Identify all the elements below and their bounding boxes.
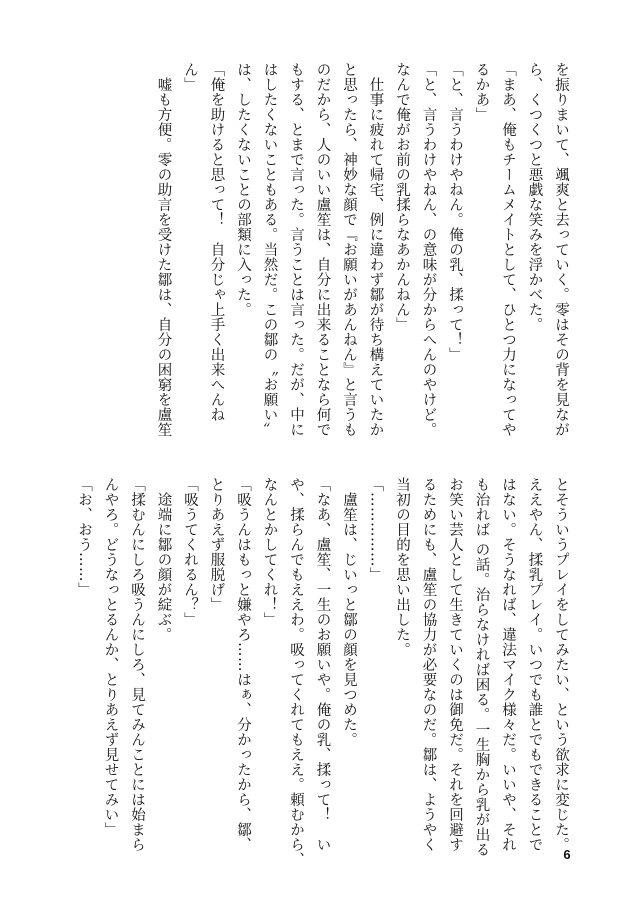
- text-line: や、揉らんでもええわ。吸ってくれてもええ。頼むから、: [288, 477, 304, 867]
- text-line: は、したくないことの部類に入った。: [235, 62, 251, 317]
- text-line: 「お、おう……」: [76, 477, 92, 597]
- text-line: 「吸うてくれるん？」: [182, 477, 198, 627]
- text-line: もする、とまで言った。言うことは言った。だが、中に: [288, 62, 304, 437]
- text-line: ら、くつくつと悪戯な笑みを浮かべた。: [526, 62, 543, 332]
- text-block-top: [134, 62, 574, 437]
- text-line: はない。そうなれば、違法マイク様々だ。いいや、それ: [500, 477, 516, 852]
- text-line: るかあ」: [473, 62, 490, 122]
- text-line: のだから、人のいい盧笙は、自分に出来ることなら何で: [314, 62, 331, 437]
- text-line: 「……………」: [367, 477, 384, 582]
- text-line: ん」: [182, 62, 198, 92]
- text-line: 仕事に疲れて帰宅、例に違わず鄒が待ち構えていたか: [367, 62, 384, 437]
- text-line: 当初の目的を思い出した。: [394, 477, 410, 657]
- text-line: なんで俺がお前の乳揉らなあかんねん」: [394, 62, 410, 332]
- text-line: 「俺を助けると思って！ 自分じゃ上手く出来へんね: [208, 62, 225, 422]
- text-line: 「なあ、盧笙、一生のお願いや。俺の乳、揉って！ い: [314, 477, 331, 852]
- text-line: を振りまいて、颯爽と去っていく。零はその背を見なが: [553, 62, 569, 437]
- text-line: も治れば の話。治らなければ困る。一生胸から乳が出る: [473, 477, 490, 858]
- text-line: ええやん、揉乳プレイ。いつでも誰とでもできることで: [526, 477, 543, 852]
- text-line: お笑い芸人として生きていくのは御免だ。それを回避す: [447, 477, 463, 852]
- text-line: 「揉むんにしろ吸うんにしろ、見てみんことには始まら: [129, 477, 145, 852]
- text-line: るためにも、盧笙の協力が必要なのだ。鄒は、ようやく: [420, 477, 437, 852]
- text-line: と思ったら、神妙な顔で『お願いがあんねん』と言うも: [341, 62, 357, 437]
- page-number: 6: [563, 847, 571, 862]
- text-line: 途端に鄒の顔が綻ぶ。: [155, 477, 172, 642]
- text-line: 「と、言うわけやねん、の意味が分からへんのやけど。: [420, 62, 437, 437]
- text-line: 「と、言うわけやねん。俺の乳、揉って！」: [447, 62, 463, 362]
- text-line: 嘘も方便。零の助言を受けた鄒は、自分の困窮を盧笙: [155, 62, 172, 437]
- text-line: 盧笙は、じいっと鄒の顔を見つめた。: [341, 477, 357, 747]
- text-line: 「まあ、俺もチームメイトとして、ひとつ力になってや: [500, 62, 516, 437]
- text-line: はしたくないこともある。当然だ。この鄒の〝お願い〟: [261, 62, 278, 437]
- text-block-bottom: [76, 477, 574, 867]
- text-line: とりあえず服脱げ」: [208, 477, 225, 612]
- text-line: なんとかしてくれ！」: [261, 477, 278, 627]
- text-line: 「吸うんはもっと嫌やろ……はぁ、分かったから、鄒、: [235, 477, 251, 852]
- text-line: とそういうプレイをしてみたい、という欲求に変じた。: [553, 477, 569, 852]
- text-line: んやろ。どうなっとるんか、とりあえず見せてみい」: [102, 477, 119, 837]
